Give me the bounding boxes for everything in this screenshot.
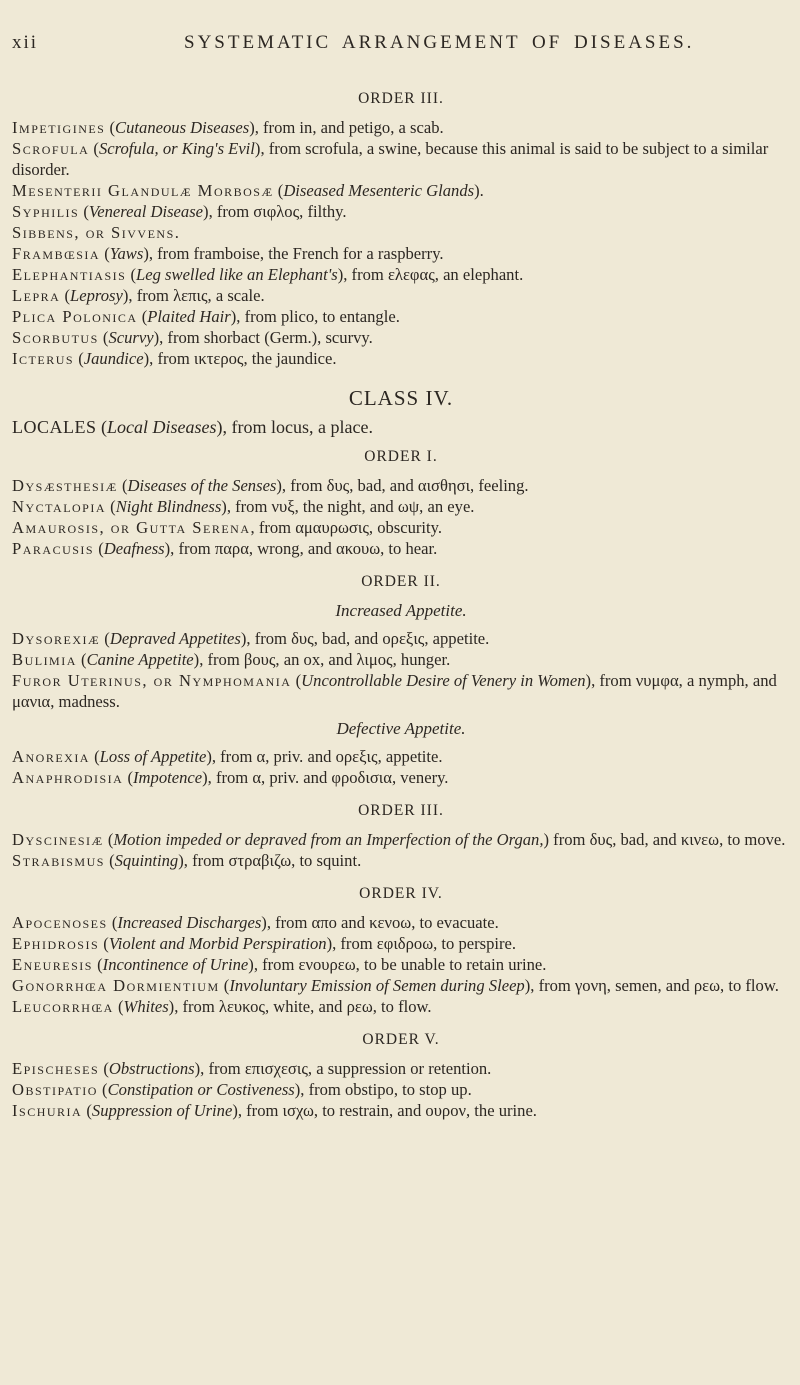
entry-list xyxy=(12,1058,790,1121)
entry-etymology: , from obstipo, to stop up. xyxy=(300,1080,472,1099)
entry: Syphilis (Venereal Disease), from σιφλος, filthy. xyxy=(12,202,347,221)
entry-term: Impetigines xyxy=(12,118,106,137)
entry-etymology: , from in, and petigo, a scab. xyxy=(254,118,444,137)
entry: Gonorrhœa Dormientium (Involuntary Emission of Semen during Sleep), from γονη, semen, and ρεω, to flow. xyxy=(12,976,779,995)
entry: Scrofula (Scrofula, or King's Evil), from scrofula, a swine, because this animal is said to be subject to a similar disorder. xyxy=(12,139,769,179)
entry-term: Apocenoses xyxy=(12,913,108,932)
entry-gloss: Loss of Appetite xyxy=(99,747,207,766)
entry-gloss: Squinting xyxy=(114,851,179,870)
entry-term: Eneuresis xyxy=(12,955,93,974)
order-heading: ORDER II. xyxy=(361,573,441,590)
entry-etymology: , from δυς, bad, and αισθησι, feeling. xyxy=(281,476,529,495)
entry-etymology: , from παρα, wrong, and ακουω, to hear. xyxy=(170,539,438,558)
entry-gloss: Jaundice xyxy=(83,349,144,368)
entry-etymology: , from α, priv. and φροδισια, venery. xyxy=(207,768,449,787)
entry-term: Elephantiasis xyxy=(12,265,127,284)
entry-term: Frambœsia xyxy=(12,244,101,263)
entry-gloss: Deafness xyxy=(103,539,165,558)
entry-gloss: Local Diseases xyxy=(107,417,217,437)
entry: Obstipatio (Constipation or Costiveness), from obstipo, to stop up. xyxy=(12,1080,472,1099)
order-heading: ORDER IV. xyxy=(359,885,443,902)
entry-term: Icterus xyxy=(12,349,75,368)
entry-gloss: Obstructions xyxy=(108,1059,195,1078)
page-number: xii xyxy=(12,32,39,53)
entry-term: Leucorrhœa xyxy=(12,997,114,1016)
entry-gloss: Involuntary Emission of Semen during Sleep xyxy=(229,976,525,995)
entry-term: Paracusis xyxy=(12,539,95,558)
entry xyxy=(12,517,790,538)
entry: Plica Polonica (Plaited Hair), from plico, to entangle. xyxy=(12,307,400,326)
entry-term: Gonorrhœa Dormientium xyxy=(12,976,220,995)
entry: Eneuresis (Incontinence of Urine), from ενουρεω, to be unable to retain urine. xyxy=(12,955,547,974)
entry-term: Dysæsthesiæ xyxy=(12,476,118,495)
entry-gloss: Increased Discharges xyxy=(117,913,262,932)
page-body xyxy=(12,88,790,1121)
entry-etymology: , from στραβιζω, to squint. xyxy=(183,851,362,870)
running-title: SYSTEMATIC ARRANGEMENT OF DISEASES. xyxy=(184,32,695,53)
entry-etymology: , from γονη, semen, and ρεω, to flow. xyxy=(530,976,779,995)
entry: Paracusis (Deafness), from παρα, wrong, and ακουω, to hear. xyxy=(12,539,438,558)
order-heading: ORDER III. xyxy=(358,90,444,107)
entry-gloss: Incontinence of Urine xyxy=(102,955,249,974)
entry-gloss: Depraved Appetites xyxy=(109,629,241,648)
order-heading: ORDER III. xyxy=(358,802,444,819)
entry: Dysæsthesiæ (Diseases of the Senses), from δυς, bad, and αισθησι, feeling. xyxy=(12,476,529,495)
entry-gloss: Cutaneous Diseases xyxy=(115,118,250,137)
entry-etymology: , from απο and κενοω, to evacuate. xyxy=(266,913,499,932)
entry: Mesenterii Glandulæ Morbosæ (Diseased Mesenteric Glands). xyxy=(12,181,484,200)
entry-term: LOCALES xyxy=(12,417,97,437)
entry-gloss: Diseases of the Senses xyxy=(127,476,277,495)
entry-term: Obstipatio xyxy=(12,1080,98,1099)
entry-etymology: , from framboise, the French for a raspberry. xyxy=(148,244,444,263)
entry-term: Anaphrodisia xyxy=(12,768,124,787)
entry-term: Lepra xyxy=(12,286,61,305)
entry-etymology: , from επισχεσις, a suppression or retention. xyxy=(200,1059,492,1078)
entry-term: Plica Polonica xyxy=(12,307,138,326)
entry: Elephantiasis (Leg swelled like an Elephant's), from ελεφας, an elephant. xyxy=(12,265,524,284)
entry-term: Syphilis xyxy=(12,202,80,221)
entry-gloss: Night Blindness xyxy=(115,497,222,516)
subheading: Increased Appetite. xyxy=(335,601,467,620)
entry: Ischuria (Suppression of Urine), from ισχω, to restrain, and ουρον, the urine. xyxy=(12,1101,537,1120)
entry: Lepra (Leprosy), from λεπις, a scale. xyxy=(12,286,265,305)
entry-etymology: from δυς, bad, and κινεω, to move. xyxy=(549,830,786,849)
entry-gloss: Leprosy xyxy=(70,286,123,305)
entry-gloss: Whites xyxy=(123,997,169,1016)
entry: Furor Uterinus, or Nymphomania (Uncontrollable Desire of Venery in Women), from νυμφα, a nymph, and μανια, madness. xyxy=(12,671,777,711)
entry: Frambœsia (Yaws), from framboise, the French for a raspberry. xyxy=(12,244,444,263)
entry-etymology: , from ισχω, to restrain, and ουρον, the urine. xyxy=(237,1101,537,1120)
entry-list xyxy=(12,912,790,1017)
entry-term: Anorexia xyxy=(12,747,90,766)
entry-gloss: Scrofula, or King's Evil xyxy=(98,139,255,158)
entry-list xyxy=(12,829,790,871)
class-heading: CLASS IV. xyxy=(348,386,454,410)
entry-gloss: Scurvy xyxy=(108,328,154,347)
entry-list xyxy=(12,117,790,369)
entry-gloss: Uncontrollable Desire of Venery in Women xyxy=(301,671,586,690)
entry: Dyscinesiæ (Motion impeded or depraved from an Imperfection of the Organ,) from δυς, bad, and κινεω, to move. xyxy=(12,830,786,849)
entry: Icterus (Jaundice), from ικτερος, the jaundice. xyxy=(12,349,337,368)
entry-term: Sibbens, or Sivvens. xyxy=(12,223,181,242)
entry xyxy=(12,222,790,243)
subheading: Defective Appetite. xyxy=(336,719,466,738)
entry-etymology: , from αμαυρωσις, obscurity. xyxy=(250,518,443,537)
class-intro: LOCALES (Local Diseases), from locus, a place. xyxy=(12,417,373,437)
entry-gloss: Diseased Mesenteric Glands xyxy=(283,181,475,200)
entry-gloss: Suppression of Urine xyxy=(91,1101,233,1120)
entry-etymology: , from δυς, bad, and ορεξις, appetite. xyxy=(246,629,490,648)
entry-etymology: , from ελεφας, an elephant. xyxy=(343,265,524,284)
entry-gloss: Violent and Morbid Perspiration xyxy=(108,934,327,953)
entry: Epischeses (Obstructions), from επισχεσις, a suppression or retention. xyxy=(12,1059,492,1078)
entry-gloss: Motion impeded or depraved from an Imperfection of the Organ, xyxy=(113,830,544,849)
entry-etymology: . xyxy=(479,181,484,200)
entry-gloss: Constipation or Costiveness xyxy=(107,1080,295,1099)
entry-gloss: Impotence xyxy=(133,768,203,787)
entry: Nyctalopia (Night Blindness), from νυξ, the night, and ωψ, an eye. xyxy=(12,497,475,516)
entry: Anorexia (Loss of Appetite), from α, priv. and ορεξις, appetite. xyxy=(12,747,443,766)
entry-etymology: , from locus, a place. xyxy=(222,417,373,437)
entry-etymology: , from νυμφα, a nymph, and μανια, madness. xyxy=(12,671,777,711)
entry: Leucorrhœa (Whites), from λευκος, white, and ρεω, to flow. xyxy=(12,997,432,1016)
entry-etymology: , from scrofula, a swine, because this animal is said to be subject to a similar disorder. xyxy=(12,139,769,179)
entry-term: Scorbutus xyxy=(12,328,99,347)
entry-list xyxy=(12,746,790,788)
entry-etymology: , from λευκος, white, and ρεω, to flow. xyxy=(174,997,432,1016)
entry-term: Scrofula xyxy=(12,139,90,158)
entry-list xyxy=(12,628,790,712)
entry-gloss: Plaited Hair xyxy=(147,307,231,326)
entry-etymology: , from α, priv. and ορεξις, appetite. xyxy=(211,747,443,766)
order-heading: ORDER I. xyxy=(364,448,438,465)
entry-list xyxy=(12,475,790,559)
entry-etymology: , from εφιδροω, to perspire. xyxy=(332,934,517,953)
entry-gloss: Venereal Disease xyxy=(88,202,204,221)
entry-term: Ischuria xyxy=(12,1101,83,1120)
entry-term: Strabismus xyxy=(12,851,105,870)
entry-term: Bulimia xyxy=(12,650,77,669)
entry-term: Dysorexiæ xyxy=(12,629,101,648)
entry-term: Mesenterii Glandulæ Morbosæ xyxy=(12,181,274,200)
entry-term: Epischeses xyxy=(12,1059,100,1078)
entry: Ephidrosis (Violent and Morbid Perspiration), from εφιδροω, to perspire. xyxy=(12,934,517,953)
order-heading: ORDER V. xyxy=(362,1031,440,1048)
entry: Anaphrodisia (Impotence), from α, priv. and φροδισια, venery. xyxy=(12,768,449,787)
entry-gloss: Leg swelled like an Elephant's xyxy=(136,265,338,284)
entry-term: Nyctalopia xyxy=(12,497,107,516)
entry: Dysorexiæ (Depraved Appetites), from δυς, bad, and ορεξις, appetite. xyxy=(12,629,490,648)
entry-gloss: Canine Appetite xyxy=(86,650,194,669)
entry-etymology: , from ενουρεω, to be unable to retain urine. xyxy=(253,955,547,974)
entry: Strabismus (Squinting), from στραβιζω, to squint. xyxy=(12,851,362,870)
entry-gloss: Yaws xyxy=(109,244,144,263)
entry-etymology: , from shorbact (Germ.), scurvy. xyxy=(159,328,373,347)
entry-term: Dyscinesiæ xyxy=(12,830,104,849)
entry: Bulimia (Canine Appetite), from βους, an ox, and λιμος, hunger. xyxy=(12,650,451,669)
entry: Apocenoses (Increased Discharges), from απο and κενοω, to evacuate. xyxy=(12,913,499,932)
entry-etymology: , from λεπις, a scale. xyxy=(128,286,265,305)
entry-etymology: , from βους, an ox, and λιμος, hunger. xyxy=(199,650,451,669)
entry-term: Furor Uterinus, or Nymphomania xyxy=(12,671,292,690)
entry-term: Ephidrosis xyxy=(12,934,100,953)
entry-term: Amaurosis, or Gutta Serena xyxy=(12,518,251,537)
entry: Scorbutus (Scurvy), from shorbact (Germ.), scurvy. xyxy=(12,328,373,347)
entry-etymology: , from ικτερος, the jaundice. xyxy=(149,349,337,368)
entry-etymology: , from νυξ, the night, and ωψ, an eye. xyxy=(226,497,475,516)
entry-etymology: , from plico, to entangle. xyxy=(236,307,400,326)
entry: Impetigines (Cutaneous Diseases), from in, and petigo, a scab. xyxy=(12,118,444,137)
running-head xyxy=(0,28,800,58)
entry-etymology: , from σιφλος, filthy. xyxy=(208,202,347,221)
